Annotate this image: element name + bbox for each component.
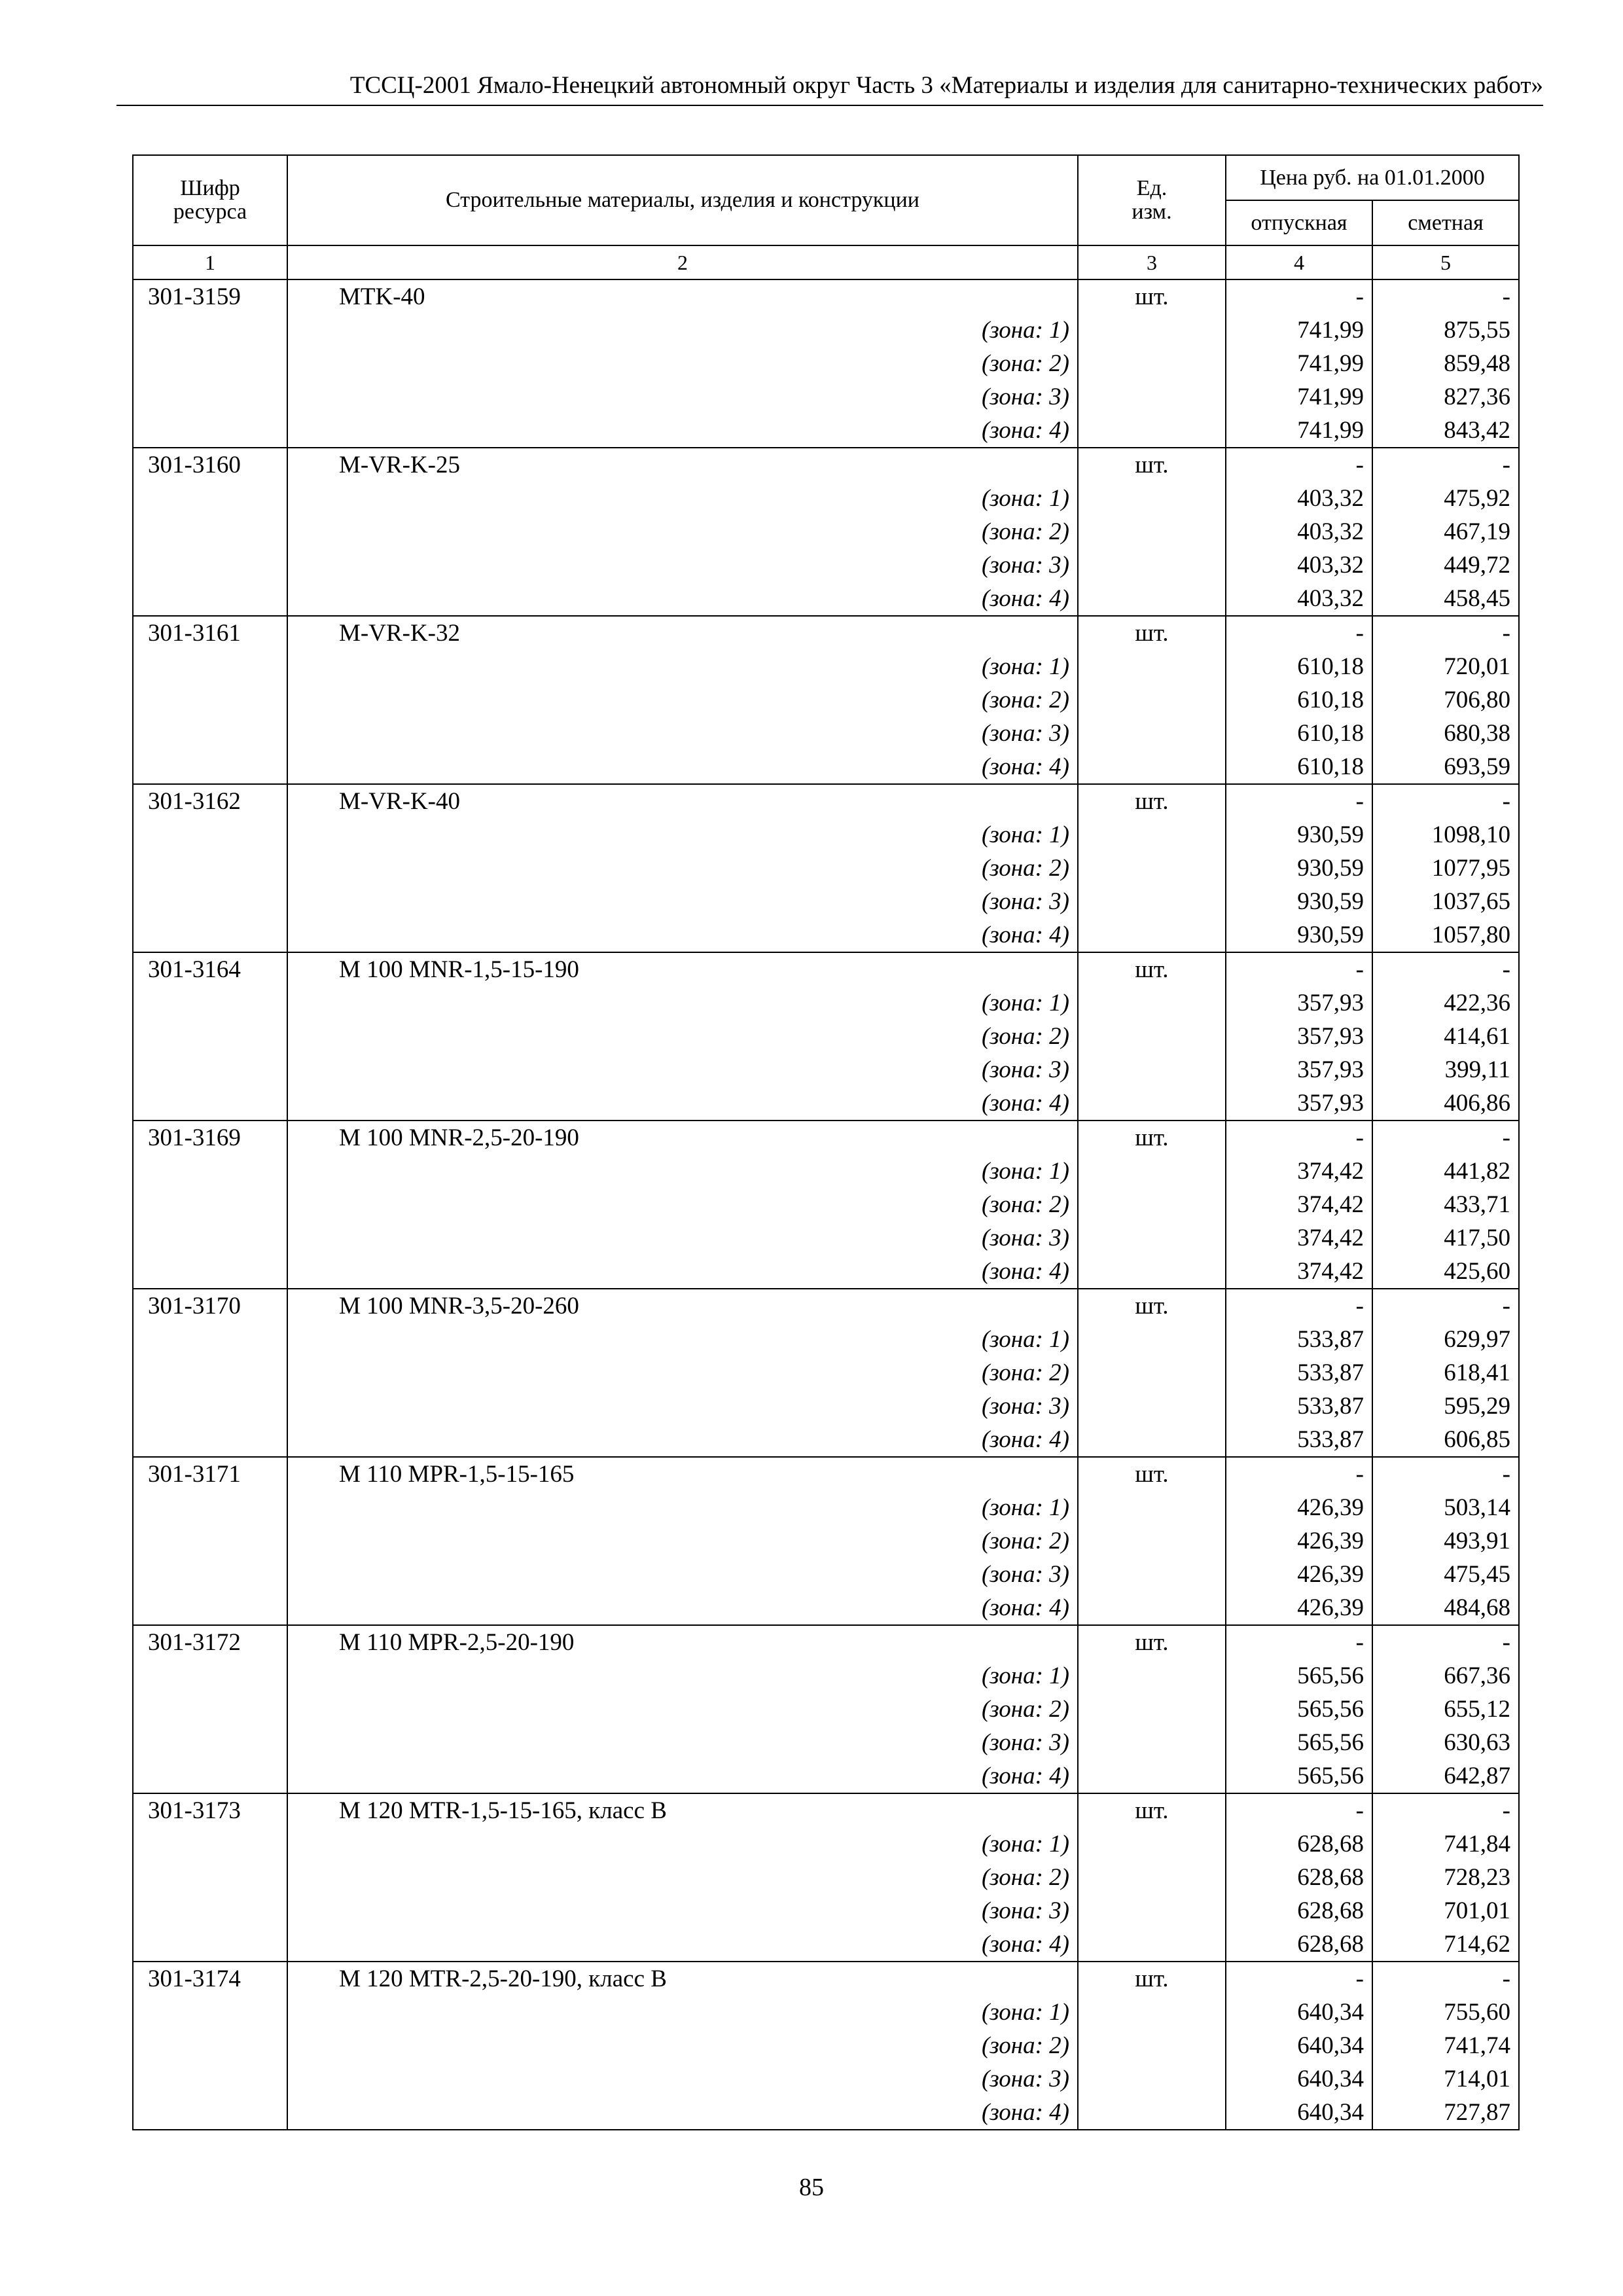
material-name: M-VR-K-40 (339, 788, 460, 815)
unit-value: шт. (1135, 956, 1169, 983)
row-group (133, 448, 1519, 616)
material-name-cell (287, 1625, 1078, 1793)
resource-code: 301-3174 (148, 1965, 241, 1992)
unit-value: шт. (1135, 1124, 1169, 1151)
release-price: 565,56 (1297, 1662, 1364, 1689)
release-price: 741,99 (1297, 384, 1364, 410)
column-number: 3 (1078, 245, 1226, 279)
header-unit: Ед. изм. (1078, 155, 1226, 245)
resource-code-cell (133, 1625, 287, 1793)
unit-cell (1078, 448, 1226, 616)
estimate-price: 1077,95 (1431, 855, 1510, 882)
release-price: 374,42 (1297, 1225, 1364, 1251)
header-release-price: отпускная (1226, 200, 1372, 245)
zone-label: (зона: 3) (981, 384, 1069, 410)
zone-label: (зона: 3) (981, 1225, 1069, 1251)
table-row (133, 1625, 1519, 1793)
release-price: 533,87 (1297, 1393, 1364, 1420)
resource-code: 301-3172 (148, 1629, 241, 1656)
material-name-cell (287, 784, 1078, 952)
release-price: 357,93 (1297, 1090, 1364, 1117)
estimate-price: 875,55 (1444, 317, 1510, 344)
zone-label: (зона: 1) (981, 1158, 1069, 1185)
estimate-price-dash: - (1502, 1293, 1510, 1319)
estimate-price: 741,84 (1444, 1831, 1510, 1857)
resource-code-cell (133, 1289, 287, 1457)
table-row (133, 279, 1519, 448)
material-name-cell (287, 1289, 1078, 1457)
resource-code: 301-3161 (148, 620, 241, 647)
release-price-dash: - (1355, 1124, 1364, 1151)
zone-label: (зона: 4) (981, 2099, 1069, 2126)
zone-label: (зона: 1) (981, 821, 1069, 848)
release-price: 628,68 (1297, 1931, 1364, 1958)
zone-label: (зона: 2) (981, 1864, 1069, 1891)
unit-cell (1078, 952, 1226, 1121)
estimate-price: 642,87 (1444, 1763, 1510, 1789)
unit-cell (1078, 616, 1226, 784)
release-price-cell (1226, 1289, 1372, 1457)
release-price: 610,18 (1297, 687, 1364, 713)
material-name: M 100 MNR-2,5-20-190 (339, 1124, 579, 1151)
table-row (133, 784, 1519, 952)
estimate-price: 425,60 (1444, 1258, 1510, 1285)
release-price-dash: - (1355, 1293, 1364, 1319)
release-price: 640,34 (1297, 2032, 1364, 2059)
release-price: 610,18 (1297, 753, 1364, 780)
estimate-price: 714,62 (1444, 1931, 1510, 1958)
resource-code-cell (133, 448, 287, 616)
estimate-price-dash: - (1502, 452, 1510, 478)
zone-label: (зона: 4) (981, 753, 1069, 780)
release-price-cell (1226, 1962, 1372, 2130)
resource-code-cell (133, 1457, 287, 1625)
unit-cell (1078, 1289, 1226, 1457)
resource-code: 301-3159 (148, 283, 241, 310)
estimate-price: 449,72 (1444, 552, 1510, 579)
material-name: M 100 MNR-3,5-20-260 (339, 1293, 579, 1319)
unit-cell (1078, 784, 1226, 952)
zone-label: (зона: 2) (981, 1359, 1069, 1386)
estimate-price-cell (1372, 1625, 1519, 1793)
release-price-dash: - (1355, 956, 1364, 983)
estimate-price-dash: - (1502, 1124, 1510, 1151)
header-estimate-price: сметная (1372, 200, 1519, 245)
estimate-price-dash: - (1502, 956, 1510, 983)
table-row (133, 1457, 1519, 1625)
zone-label: (зона: 1) (981, 653, 1069, 680)
zone-label: (зона: 4) (981, 922, 1069, 948)
estimate-price: 859,48 (1444, 350, 1510, 377)
estimate-price-cell (1372, 784, 1519, 952)
row-group (133, 1121, 1519, 1289)
estimate-price: 406,86 (1444, 1090, 1510, 1117)
unit-cell (1078, 1793, 1226, 1962)
material-name-cell (287, 1793, 1078, 1962)
resource-code: 301-3169 (148, 1124, 241, 1151)
resource-code-cell (133, 952, 287, 1121)
estimate-price-cell (1372, 616, 1519, 784)
estimate-price: 458,45 (1444, 585, 1510, 612)
estimate-price: 1098,10 (1431, 821, 1510, 848)
row-group (133, 1793, 1519, 1962)
material-name-cell (287, 1457, 1078, 1625)
release-price-cell (1226, 616, 1372, 784)
zone-label: (зона: 3) (981, 1056, 1069, 1083)
release-price: 426,39 (1297, 1561, 1364, 1588)
release-price-cell (1226, 1793, 1372, 1962)
running-header: ТССЦ-2001 Ямало-Ненецкий автономный округ Часть 3 «Материалы и изделия для санитарно-технических работ» (116, 71, 1543, 106)
zone-label: (зона: 1) (981, 1494, 1069, 1521)
estimate-price-cell (1372, 1962, 1519, 2130)
release-price: 533,87 (1297, 1326, 1364, 1353)
release-price: 610,18 (1297, 720, 1364, 747)
release-price: 403,32 (1297, 585, 1364, 612)
estimate-price: 827,36 (1444, 384, 1510, 410)
estimate-price-dash: - (1502, 283, 1510, 310)
zone-label: (зона: 1) (981, 317, 1069, 344)
zone-label: (зона: 1) (981, 990, 1069, 1016)
zone-label: (зона: 2) (981, 1023, 1069, 1050)
unit-cell (1078, 1121, 1226, 1289)
estimate-price: 417,50 (1444, 1225, 1510, 1251)
estimate-price-cell (1372, 279, 1519, 448)
unit-cell (1078, 1457, 1226, 1625)
zone-label: (зона: 3) (981, 1561, 1069, 1588)
release-price: 426,39 (1297, 1494, 1364, 1521)
header-price-group: Цена руб. на 01.01.2000 (1226, 155, 1519, 200)
zone-label: (зона: 3) (981, 888, 1069, 915)
release-price: 374,42 (1297, 1191, 1364, 1218)
row-group (133, 1962, 1519, 2130)
release-price: 357,93 (1297, 1056, 1364, 1083)
zone-label: (зона: 3) (981, 552, 1069, 579)
release-price: 640,34 (1297, 2066, 1364, 2092)
release-price: 930,59 (1297, 821, 1364, 848)
table-row (133, 616, 1519, 784)
estimate-price: 433,71 (1444, 1191, 1510, 1218)
estimate-price: 741,74 (1444, 2032, 1510, 2059)
estimate-price: 693,59 (1444, 753, 1510, 780)
zone-label: (зона: 1) (981, 485, 1069, 512)
header-code: Шифр ресурса (133, 155, 287, 245)
resource-code: 301-3164 (148, 956, 241, 983)
release-price: 930,59 (1297, 888, 1364, 915)
release-price: 533,87 (1297, 1426, 1364, 1453)
unit-value: шт. (1135, 1629, 1169, 1656)
zone-label: (зона: 4) (981, 1594, 1069, 1621)
release-price-dash: - (1355, 620, 1364, 647)
zone-label: (зона: 4) (981, 1763, 1069, 1789)
material-name-cell (287, 279, 1078, 448)
column-number: 4 (1226, 245, 1372, 279)
estimate-price: 720,01 (1444, 653, 1510, 680)
release-price: 741,99 (1297, 350, 1364, 377)
resource-code-cell (133, 1962, 287, 2130)
release-price-dash: - (1355, 1965, 1364, 1992)
release-price: 403,32 (1297, 518, 1364, 545)
unit-cell (1078, 1625, 1226, 1793)
estimate-price-cell (1372, 1457, 1519, 1625)
column-number: 1 (133, 245, 287, 279)
zone-label: (зона: 3) (981, 720, 1069, 747)
row-group (133, 1625, 1519, 1793)
estimate-price: 467,19 (1444, 518, 1510, 545)
zone-label: (зона: 4) (981, 1258, 1069, 1285)
release-price: 403,32 (1297, 552, 1364, 579)
release-price-cell (1226, 952, 1372, 1121)
column-number: 2 (287, 245, 1078, 279)
estimate-price: 503,14 (1444, 1494, 1510, 1521)
estimate-price: 618,41 (1444, 1359, 1510, 1386)
estimate-price: 680,38 (1444, 720, 1510, 747)
release-price-dash: - (1355, 1461, 1364, 1488)
table-row (133, 1289, 1519, 1457)
unit-cell (1078, 1962, 1226, 2130)
zone-label: (зона: 4) (981, 1931, 1069, 1958)
estimate-price-cell (1372, 1289, 1519, 1457)
zone-label: (зона: 3) (981, 2066, 1069, 2092)
zone-label: (зона: 2) (981, 1191, 1069, 1218)
estimate-price-dash: - (1502, 788, 1510, 815)
resource-code-cell (133, 616, 287, 784)
table-row (133, 448, 1519, 616)
estimate-price-cell (1372, 952, 1519, 1121)
estimate-price: 655,12 (1444, 1696, 1510, 1723)
resource-code: 301-3162 (148, 788, 241, 815)
estimate-price-cell (1372, 1793, 1519, 1962)
zone-label: (зона: 1) (981, 1662, 1069, 1689)
estimate-price: 667,36 (1444, 1662, 1510, 1689)
row-group (133, 279, 1519, 448)
unit-value: шт. (1135, 1461, 1169, 1488)
material-name-cell (287, 952, 1078, 1121)
unit-value: шт. (1135, 1797, 1169, 1824)
release-price: 533,87 (1297, 1359, 1364, 1386)
unit-value: шт. (1135, 283, 1169, 310)
release-price: 357,93 (1297, 990, 1364, 1016)
release-price: 565,56 (1297, 1696, 1364, 1723)
release-price: 403,32 (1297, 485, 1364, 512)
release-price: 565,56 (1297, 1763, 1364, 1789)
release-price: 640,34 (1297, 2099, 1364, 2126)
estimate-price: 1037,65 (1431, 888, 1510, 915)
resource-code-cell (133, 784, 287, 952)
release-price: 565,56 (1297, 1729, 1364, 1756)
release-price: 741,99 (1297, 317, 1364, 344)
estimate-price: 493,91 (1444, 1528, 1510, 1554)
row-group (133, 1457, 1519, 1625)
table-row (133, 952, 1519, 1121)
release-price-dash: - (1355, 788, 1364, 815)
unit-value: шт. (1135, 1965, 1169, 1992)
resource-code-cell (133, 279, 287, 448)
estimate-price: 475,45 (1444, 1561, 1510, 1588)
row-group (133, 616, 1519, 784)
estimate-price: 484,68 (1444, 1594, 1510, 1621)
zone-label: (зона: 4) (981, 1090, 1069, 1117)
unit-value: шт. (1135, 452, 1169, 478)
estimate-price: 714,01 (1444, 2066, 1510, 2092)
zone-label: (зона: 3) (981, 1729, 1069, 1756)
row-group (133, 784, 1519, 952)
release-price-cell (1226, 1457, 1372, 1625)
release-price: 374,42 (1297, 1158, 1364, 1185)
zone-label: (зона: 2) (981, 518, 1069, 545)
release-price: 628,68 (1297, 1864, 1364, 1891)
resource-code: 301-3171 (148, 1461, 241, 1488)
release-price-cell (1226, 1625, 1372, 1793)
release-price-dash: - (1355, 1797, 1364, 1824)
estimate-price: 728,23 (1444, 1864, 1510, 1891)
estimate-price: 843,42 (1444, 417, 1510, 444)
table-row (133, 1793, 1519, 1962)
release-price-dash: - (1355, 283, 1364, 310)
release-price: 628,68 (1297, 1897, 1364, 1924)
zone-label: (зона: 1) (981, 1326, 1069, 1353)
release-price-cell (1226, 448, 1372, 616)
material-name-cell (287, 1121, 1078, 1289)
release-price-cell (1226, 784, 1372, 952)
zone-label: (зона: 2) (981, 350, 1069, 377)
estimate-price: 422,36 (1444, 990, 1510, 1016)
estimate-price: 630,63 (1444, 1729, 1510, 1756)
release-price: 374,42 (1297, 1258, 1364, 1285)
material-name: M-VR-K-25 (339, 452, 460, 478)
release-price-dash: - (1355, 452, 1364, 478)
release-price-cell (1226, 1121, 1372, 1289)
unit-value: шт. (1135, 1293, 1169, 1319)
release-price: 610,18 (1297, 653, 1364, 680)
material-name: M-VR-K-32 (339, 620, 460, 647)
zone-label: (зона: 1) (981, 1831, 1069, 1857)
resource-code-cell (133, 1793, 287, 1962)
zone-label: (зона: 2) (981, 687, 1069, 713)
estimate-price-dash: - (1502, 1797, 1510, 1824)
estimate-price: 414,61 (1444, 1023, 1510, 1050)
zone-label: (зона: 2) (981, 2032, 1069, 2059)
unit-cell (1078, 279, 1226, 448)
estimate-price: 629,97 (1444, 1326, 1510, 1353)
material-name-cell (287, 616, 1078, 784)
estimate-price: 727,87 (1444, 2099, 1510, 2126)
release-price: 741,99 (1297, 417, 1364, 444)
material-name: M 110 MPR-2,5-20-190 (339, 1629, 575, 1656)
estimate-price: 606,85 (1444, 1426, 1510, 1453)
release-price: 426,39 (1297, 1528, 1364, 1554)
header-name: Строительные материалы, изделия и конструкции (287, 155, 1078, 245)
resource-code: 301-3160 (148, 452, 241, 478)
material-name-cell (287, 1962, 1078, 2130)
page-number: 85 (799, 2174, 824, 2201)
estimate-price: 701,01 (1444, 1897, 1510, 1924)
release-price: 930,59 (1297, 855, 1364, 882)
row-group (133, 952, 1519, 1121)
release-price: 640,34 (1297, 1999, 1364, 2026)
material-name: MTK-40 (339, 283, 425, 310)
zone-label: (зона: 2) (981, 855, 1069, 882)
zone-label: (зона: 2) (981, 1528, 1069, 1554)
zone-label: (зона: 4) (981, 417, 1069, 444)
table-header (133, 155, 1519, 279)
release-price-dash: - (1355, 1629, 1364, 1656)
table-row (133, 1962, 1519, 2130)
estimate-price-dash: - (1502, 1965, 1510, 1992)
zone-label: (зона: 4) (981, 1426, 1069, 1453)
estimate-price: 755,60 (1444, 1999, 1510, 2026)
release-price: 426,39 (1297, 1594, 1364, 1621)
estimate-price: 475,92 (1444, 485, 1510, 512)
price-table (132, 154, 1520, 2130)
estimate-price: 399,11 (1444, 1056, 1510, 1083)
estimate-price: 441,82 (1444, 1158, 1510, 1185)
material-name-cell (287, 448, 1078, 616)
estimate-price: 1057,80 (1431, 922, 1510, 948)
resource-code: 301-3170 (148, 1293, 241, 1319)
resource-code: 301-3173 (148, 1797, 241, 1824)
row-group (133, 1289, 1519, 1457)
zone-label: (зона: 3) (981, 1393, 1069, 1420)
release-price: 357,93 (1297, 1023, 1364, 1050)
zone-label: (зона: 1) (981, 1999, 1069, 2026)
resource-code-cell (133, 1121, 287, 1289)
unit-value: шт. (1135, 620, 1169, 647)
material-name: M 120 MTR-2,5-20-190, класс B (339, 1965, 667, 1992)
material-name: M 120 MTR-1,5-15-165, класс B (339, 1797, 667, 1824)
estimate-price-dash: - (1502, 1461, 1510, 1488)
estimate-price: 595,29 (1444, 1393, 1510, 1420)
zone-label: (зона: 3) (981, 1897, 1069, 1924)
estimate-price-cell (1372, 448, 1519, 616)
estimate-price: 706,80 (1444, 687, 1510, 713)
unit-value: шт. (1135, 788, 1169, 815)
table-row (133, 1121, 1519, 1289)
release-price: 628,68 (1297, 1831, 1364, 1857)
zone-label: (зона: 4) (981, 585, 1069, 612)
estimate-price-cell (1372, 1121, 1519, 1289)
estimate-price-dash: - (1502, 620, 1510, 647)
estimate-price-dash: - (1502, 1629, 1510, 1656)
material-name: M 100 MNR-1,5-15-190 (339, 956, 579, 983)
column-number-row (133, 245, 1519, 279)
column-number: 5 (1372, 245, 1519, 279)
release-price-cell (1226, 279, 1372, 448)
release-price: 930,59 (1297, 922, 1364, 948)
zone-label: (зона: 2) (981, 1696, 1069, 1723)
material-name: M 110 MPR-1,5-15-165 (339, 1461, 575, 1488)
